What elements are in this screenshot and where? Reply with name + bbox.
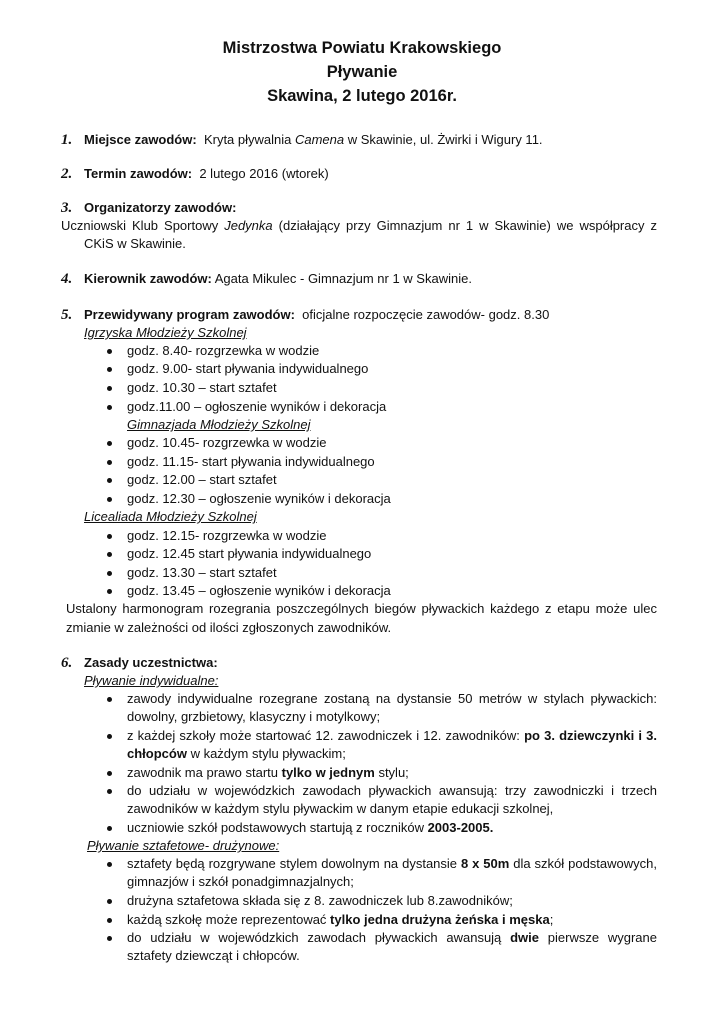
bullet-icon [107,552,112,557]
group-2-item: godz. 10.45- rozgrzewka w wodzie [127,435,327,450]
section-3-label-text: Organizatorzy zawodów: [84,200,237,215]
section-4-label: Kierownik zawodów: [84,271,212,286]
section-2-number: 2. [61,166,73,182]
bullet-icon [107,918,112,923]
group-2-title: Gimnazjada Młodzieży Szkolnej [127,417,311,432]
relay-rule-2: drużyna sztafetowa składa się z 8. zawodniczek lub 8.zawodników; [127,893,513,908]
group-2-item: godz. 12.00 – start sztafet [127,472,277,487]
section-5-value: oficjalne rozpoczęcie zawodów- godz. 8.30 [302,307,550,322]
bullet-icon [107,826,112,831]
section-4-value: Agata Mikulec - Gimnazjum nr 1 w Skawinie. [211,271,472,286]
schedule-note-line-2: zmianie w zależności od ilości zgłoszonych zawodników. [66,620,392,635]
bullet-icon [107,441,112,446]
bullet-icon [107,460,112,465]
individual-rule-2-a: z każdej szkoły może startować 12. zawodniczek i 12. zawodników: [127,728,525,743]
group-2-item: godz. 11.15- start pływania indywidualnego [127,454,375,469]
individual-rule-1: zawody indywidualne rozegrane zostaną na dystansie 50 metrów w stylach pływackich: dowolny, grzbietowy, klasyczny i motylkowy; [127,691,657,724]
bullet-icon [107,936,112,941]
relay-title: Pływanie sztafetowe- drużynowe: [87,838,280,853]
section-4-text [84,270,472,288]
document-title [0,36,724,108]
title-line-3: Skawina, 2 lutego 2016r. [267,87,457,105]
relay-rule-4-a: do udziału w wojewódzkich zawodach pływackich awansują [127,930,511,945]
group-1-item: godz. 8.40- rozgrzewka w wodzie [127,343,320,358]
section-3-club-name: Jedynka [224,218,273,233]
bullet-icon [107,589,112,594]
section-3-club-a: Uczniowski Klub Sportowy [61,218,225,233]
group-3-item: godz. 12.45 start pływania indywidualnego [127,546,372,561]
bullet-icon [107,697,112,702]
section-5-number: 5. [61,307,73,323]
title-line-1: Mistrzostwa Powiatu Krakowskiego [222,39,502,57]
section-1-number: 1. [61,132,73,148]
group-3-title: Licealiada Młodzieży Szkolnej [84,509,257,524]
group-1-title: Igrzyska Młodzieży Szkolnej [84,325,247,340]
individual-rule-5 [127,819,493,837]
relay-rule-1 [127,855,657,891]
section-5-label: Przewidywany program zawodów: [84,307,295,322]
section-3-club-b: (działający przy Gimnazjum nr 1 w Skawinie) we współpracy z [272,218,657,233]
bullet-icon [107,789,112,794]
individual-rule-3-bold: tylko w jednym [281,765,375,780]
bullet-icon [107,405,112,410]
individual-rule-3-a: zawodnik ma prawo startu [127,765,282,780]
section-6-label-text: Zasady uczestnictwa: [84,655,218,670]
relay-rule-4-c: pierwsze wygrane sztafety dziewcząt i chłopców. [127,930,657,963]
relay-rule-3-a: każdą szkołę może reprezentować [127,912,331,927]
bullet-icon [107,497,112,502]
bullet-icon [107,534,112,539]
group-1-item: godz.11.00 – ogłoszenie wyników i dekoracja [127,399,387,414]
relay-rule-4-bold: dwie [510,930,539,945]
individual-rule-5-a: uczniowie szkół podstawowych startują z roczników [127,820,428,835]
individual-rule-2 [127,727,657,763]
section-1-value-a: Kryta pływalnia [203,132,295,147]
relay-rule-3 [127,911,553,929]
bullet-icon [107,734,112,739]
relay-rule-3-bold: tylko jedna drużyna żeńska i męska [330,912,550,927]
section-6-label [84,654,218,672]
bullet-icon [107,899,112,904]
bullet-icon [107,771,112,776]
group-3-item: godz. 13.45 – ogłoszenie wyników i dekoracja [127,583,391,598]
title-line-2: Pływanie [326,63,398,81]
schedule-note-line-1: Ustalony harmonogram rozegrania poszczególnych biegów pływackich każdego z etapu może ulec [66,601,657,616]
section-2-value: 2 lutego 2016 (wtorek) [199,166,329,181]
individual-rule-5-bold: 2003-2005. [427,820,494,835]
individual-title: Pływanie indywidualne: [84,673,219,688]
section-3-line-1 [61,217,657,235]
section-3-line-2: CKiS w Skawinie. [84,236,186,251]
individual-rule-3-c: stylu; [374,765,409,780]
section-1-label: Miejsce zawodów: [84,132,197,147]
section-1-text [84,131,543,149]
bullet-icon [107,367,112,372]
individual-rule-2-c: w każdym stylu pływackim; [186,746,346,761]
section-6-number: 6. [61,655,73,671]
bullet-icon [107,386,112,391]
individual-rule-2-bold: po 3. dziewczynki i 3. chłopców [127,728,657,761]
bullet-icon [107,478,112,483]
relay-rule-1-a: sztafety będą rozgrywane stylem dowolnym na dystansie [127,856,461,871]
relay-rule-3-c: ; [549,912,554,927]
bullet-icon [107,571,112,576]
bullet-icon [107,349,112,354]
section-1-venue: Camena [294,132,345,147]
relay-rule-1-c: dla szkół podstawowych, gimnazjów i szkół ponadgimnazjalnych; [127,856,657,889]
relay-rule-1-bold: 8 x 50m [460,856,510,871]
section-3-label [84,199,236,217]
group-1-item: godz. 10.30 – start sztafet [127,380,277,395]
section-5-text [84,306,549,324]
group-3-item: godz. 13.30 – start sztafet [127,565,277,580]
section-2-label: Termin zawodów: [84,166,193,181]
section-1-value-b: w Skawinie, ul. Żwirki i Wigury 11. [344,132,543,147]
section-4-number: 4. [61,271,73,287]
relay-rule-4 [127,929,657,965]
group-1-item: godz. 9.00- start pływania indywidualnego [127,361,369,376]
group-3-item: godz. 12.15- rozgrzewka w wodzie [127,528,327,543]
individual-rule-4: do udziału w wojewódzkich zawodach pływackich awansują: trzy zawodniczki i trzech zawodników w każdym stylu pływackim w danym etapie edukacji szkolnej, [127,783,657,816]
bullet-icon [107,862,112,867]
group-2-item: godz. 12.30 – ogłoszenie wyników i dekoracja [127,491,391,506]
section-3-number: 3. [61,200,73,216]
individual-rule-3 [127,764,409,782]
section-2-text [84,165,329,183]
